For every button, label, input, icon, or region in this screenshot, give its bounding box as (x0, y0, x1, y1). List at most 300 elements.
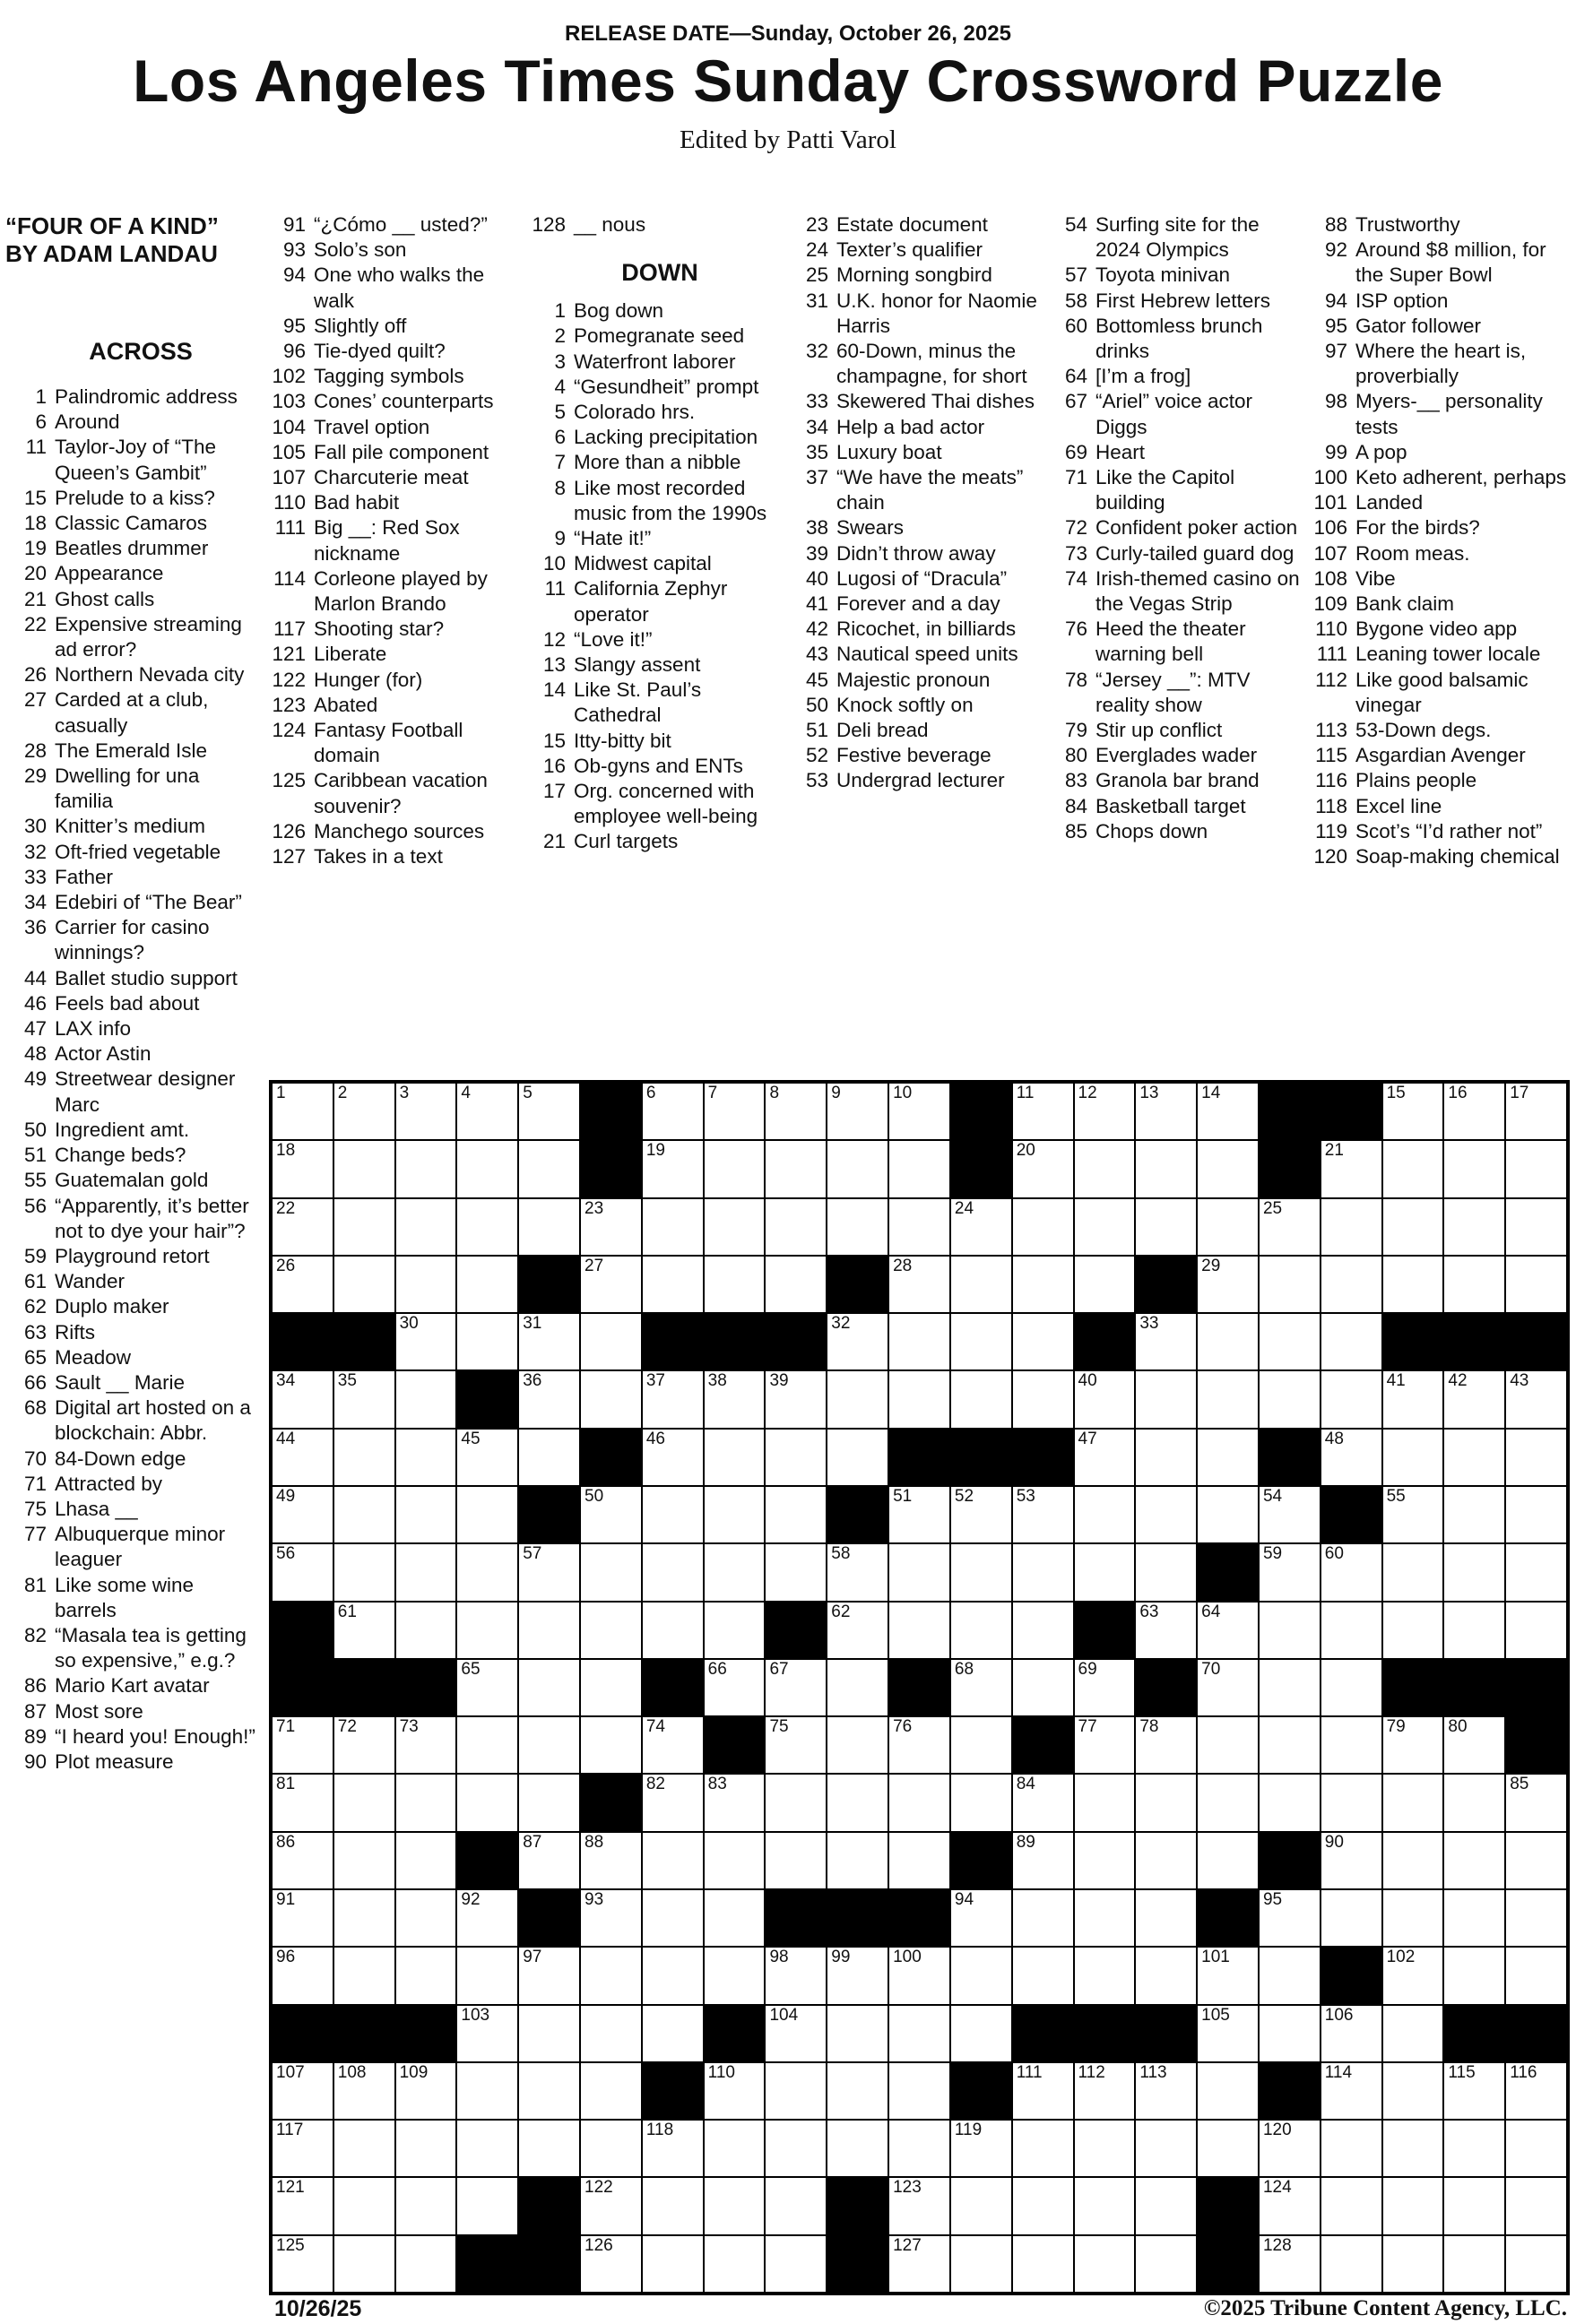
grid-cell (519, 1141, 579, 1197)
clue-item (1046, 389, 1306, 439)
grid-cell (334, 1084, 394, 1139)
grid-cell (1321, 2121, 1381, 2176)
grid-cell (1383, 1717, 1443, 1773)
down-header: DOWN (621, 259, 698, 287)
grid-cell-number: 68 (954, 1659, 974, 1679)
clue-text: Most sore (55, 1699, 143, 1723)
grid-cell-number: 30 (399, 1314, 419, 1334)
grid-cell (1198, 1775, 1258, 1830)
clue-item (1306, 768, 1572, 793)
grid-cell (334, 2178, 394, 2233)
clue-item (264, 642, 523, 667)
clue-item (5, 612, 260, 662)
clue-number: 100 (1313, 466, 1347, 489)
grid-cell-number: 18 (276, 1141, 296, 1161)
grid-cell-number: 49 (276, 1486, 296, 1506)
grid-cell-number: 10 (893, 1084, 913, 1102)
grid-cell (1506, 1948, 1566, 2003)
clue-item (787, 617, 1047, 642)
grid-cell (1075, 1257, 1135, 1312)
clue-item (787, 212, 1047, 238)
grid-cell-black (1013, 1430, 1073, 1485)
clue-item (5, 814, 260, 839)
grid-cell (1075, 1717, 1135, 1773)
grid-cell (1506, 1833, 1566, 1888)
clue-number: 52 (805, 744, 828, 767)
grid-cell-black (766, 1314, 826, 1369)
clue-item (1306, 541, 1572, 566)
grid-cell-number: 70 (1201, 1659, 1221, 1679)
grid-cell-black (273, 1660, 333, 1715)
grid-cell-number: 28 (893, 1256, 913, 1275)
grid-cell (396, 1948, 456, 2003)
grid-cell-number: 115 (1448, 2062, 1476, 2082)
grid-cell (1198, 2121, 1258, 2176)
grid-cell (581, 1199, 641, 1255)
grid-cell (705, 2063, 765, 2119)
clue-item (5, 1244, 260, 1269)
grid-cell-number: 100 (893, 1948, 922, 1967)
clue-item (787, 339, 1047, 389)
clue-text: Heart (1095, 440, 1146, 463)
clue-text: Ob-gyns and ENTs (574, 754, 743, 777)
clue-text: California Zephyr operator (574, 577, 728, 626)
grid-cell-number: 42 (1448, 1371, 1468, 1391)
clue-item (264, 693, 523, 718)
clue-item (1046, 617, 1306, 667)
grid-cell (1444, 2178, 1504, 2233)
grid-cell (1136, 1141, 1196, 1197)
grid-cell (1198, 1257, 1258, 1312)
grid-cell (1321, 1199, 1381, 1255)
grid-cell (1260, 1544, 1320, 1600)
grid-cell (396, 2121, 456, 2176)
clue-item (787, 668, 1047, 693)
clue-text: Chops down (1095, 819, 1208, 842)
clue-number: 20 (23, 562, 47, 585)
grid-cell (1136, 1603, 1196, 1658)
clue-text: “Hate it!” (574, 527, 652, 550)
grid-cell (334, 1890, 394, 1946)
clue-item (1306, 212, 1572, 238)
grid-cell-black (827, 1257, 888, 1312)
clue-number: 38 (805, 516, 828, 540)
clue-item (5, 1345, 260, 1370)
grid-cell (643, 1141, 703, 1197)
clue-text: __ nous (574, 213, 646, 236)
clue-number: 34 (805, 415, 828, 438)
grid-cell (273, 1717, 333, 1773)
clue-text: Travel option (314, 415, 430, 438)
clue-text: 60-Down, minus the champagne, for short (836, 340, 1027, 388)
grid-cell-black (334, 2006, 394, 2061)
clue-item (5, 561, 260, 586)
grid-cell-black (951, 1430, 1011, 1485)
clue-text: Actor Astin (55, 1042, 152, 1066)
grid-cell-black (1383, 1660, 1443, 1715)
grid-cell-number: 58 (831, 1544, 851, 1564)
clue-text: More than a nibble (574, 451, 741, 474)
grid-cell (334, 2063, 394, 2119)
grid-cell-number: 40 (1078, 1371, 1097, 1391)
grid-cell (1506, 1544, 1566, 1600)
grid-cell (827, 1833, 888, 1888)
grid-cell (1506, 1890, 1566, 1946)
clue-number: 65 (23, 1345, 47, 1369)
puzzle-byline (5, 212, 260, 268)
clue-number: 3 (554, 350, 566, 373)
grid-cell (1198, 1430, 1258, 1485)
grid-cell (1444, 1717, 1504, 1773)
clue-column-3 (524, 212, 784, 855)
grid-cell (273, 1084, 333, 1139)
grid-cell (1198, 1199, 1258, 1255)
clue-number: 102 (272, 365, 306, 388)
clue-number: 2 (554, 324, 566, 348)
clue-text: Meadow (55, 1345, 132, 1369)
grid-cell (457, 1603, 517, 1658)
grid-cell (396, 2063, 456, 2119)
grid-cell-black (827, 2236, 888, 2292)
grid-cell-number: 102 (1386, 1948, 1416, 1967)
grid-cell (1444, 1371, 1504, 1427)
grid-cell (1136, 2236, 1196, 2292)
grid-cell (581, 1660, 641, 1715)
grid-cell (1383, 1257, 1443, 1312)
grid-cell (827, 2063, 888, 2119)
grid-cell (951, 1371, 1011, 1427)
grid-cell-number: 126 (585, 2235, 613, 2255)
clue-number: 60 (1064, 314, 1087, 337)
clue-item (524, 678, 784, 728)
clue-item (524, 350, 784, 375)
grid-cell (1013, 1371, 1073, 1427)
grid-cell (1383, 2006, 1443, 2061)
clue-item (5, 966, 260, 991)
grid-cell-black (519, 1487, 579, 1542)
grid-cell-number: 92 (461, 1889, 481, 1909)
grid-cell (1075, 2121, 1135, 2176)
clue-item (5, 1320, 260, 1345)
clue-text: Plains people (1355, 769, 1477, 792)
clue-number: 44 (23, 966, 47, 989)
clue-number: 47 (23, 1017, 47, 1041)
grid-cell (396, 1603, 456, 1658)
grid-cell (1260, 1717, 1320, 1773)
clue-number: 111 (1316, 643, 1347, 666)
grid-cell-black (581, 1430, 641, 1485)
clue-item (264, 339, 523, 364)
grid-cell-number: 78 (1139, 1717, 1159, 1737)
clue-number: 16 (542, 754, 566, 777)
grid-cell-black (889, 1660, 949, 1715)
clue-number: 93 (282, 238, 306, 262)
clue-text: Sault __ Marie (55, 1370, 186, 1394)
clue-text: Bottomless brunch drinks (1095, 314, 1263, 363)
grid-cell-black (643, 1660, 703, 1715)
grid-cell (705, 1199, 765, 1255)
clue-item (524, 729, 784, 754)
clue-number: 73 (1064, 541, 1087, 565)
grid-cell-number: 86 (276, 1832, 296, 1852)
grid-cell (1260, 1487, 1320, 1542)
clue-text: Oft-fried vegetable (55, 840, 221, 863)
clue-column-5 (1046, 212, 1306, 844)
clue-text: First Hebrew letters (1095, 289, 1271, 312)
grid-cell (1321, 1717, 1381, 1773)
grid-cell (889, 1544, 949, 1600)
clue-number: 71 (1064, 466, 1087, 489)
grid-cell (1198, 1314, 1258, 1369)
grid-cell-black (643, 2063, 703, 2119)
clue-item (524, 450, 784, 475)
grid-cell (1075, 1948, 1135, 2003)
grid-cell-number: 25 (1262, 1198, 1283, 1218)
clue-number: 11 (25, 436, 47, 459)
grid-cell-black (1260, 1084, 1320, 1139)
clue-number: 28 (23, 739, 47, 762)
clue-text: Manchego sources (314, 819, 485, 842)
grid-cell (334, 1257, 394, 1312)
clue-text: Nautical speed units (836, 643, 1018, 666)
clue-item (264, 617, 523, 642)
grid-cell (1013, 2121, 1073, 2176)
clue-number: 103 (272, 390, 306, 413)
grid-cell (457, 1775, 517, 1830)
grid-cell (273, 1257, 333, 1312)
grid-cell (396, 1833, 456, 1888)
clue-text: Charcuterie meat (314, 466, 469, 489)
clue-number: 117 (273, 618, 306, 641)
grid-cell (1013, 1199, 1073, 1255)
clue-item (5, 1472, 260, 1497)
clue-item (264, 364, 523, 389)
grid-cell-number: 59 (1262, 1544, 1283, 1564)
clue-item (5, 1497, 260, 1522)
clue-item (5, 1573, 260, 1623)
grid-cell-black (1260, 2063, 1320, 2119)
grid-cell-black (1321, 1948, 1381, 2003)
grid-cell-number: 52 (954, 1486, 974, 1506)
grid-cell-number: 113 (1139, 2062, 1167, 2082)
grid-cell (273, 2121, 333, 2176)
grid-cell (1136, 1890, 1196, 1946)
grid-cell (643, 1430, 703, 1485)
grid-cell (273, 2063, 333, 2119)
clue-number: 77 (23, 1523, 47, 1546)
grid-cell-black (1260, 1833, 1320, 1888)
grid-cell (766, 1833, 826, 1888)
grid-cell (519, 1603, 579, 1658)
grid-cell-number: 123 (893, 2178, 922, 2198)
grid-cell-black (396, 2006, 456, 2061)
clue-text: Around $8 million, for the Super Bowl (1355, 238, 1546, 287)
clue-item (787, 415, 1047, 440)
clue-text: Keto adherent, perhaps (1355, 466, 1567, 489)
clue-text: Ricochet, in billiards (836, 618, 1017, 641)
grid-cell (1260, 1948, 1320, 2003)
grid-cell (643, 1544, 703, 1600)
grid-cell (643, 1257, 703, 1312)
clue-text: Prelude to a kiss? (55, 486, 215, 509)
grid-cell-number: 20 (1016, 1141, 1035, 1161)
grid-cell (396, 1371, 456, 1427)
clue-item (524, 779, 784, 829)
grid-cell (581, 1890, 641, 1946)
grid-cell-number: 101 (1201, 1948, 1230, 1967)
grid-cell-black (889, 1430, 949, 1485)
clue-item (524, 425, 784, 450)
clue-number: 13 (542, 653, 566, 677)
clue-text: Attracted by (55, 1472, 163, 1495)
grid-cell-black (581, 1084, 641, 1139)
grid-cell (889, 2063, 949, 2119)
grid-cell (1075, 1430, 1135, 1485)
clue-item (5, 840, 260, 865)
clue-item (1046, 794, 1306, 819)
grid-cell (457, 1257, 517, 1312)
clue-item (787, 440, 1047, 465)
clue-number: 15 (23, 486, 47, 509)
grid-cell (1506, 1603, 1566, 1658)
grid-cell (705, 1948, 765, 2003)
grid-cell (334, 1371, 394, 1427)
clue-number: 99 (1324, 440, 1347, 463)
grid-cell (766, 1948, 826, 2003)
grid-cell (1013, 1603, 1073, 1658)
clue-number: 127 (272, 845, 306, 868)
grid-cell (273, 1141, 333, 1197)
grid-cell-black (519, 2236, 579, 2292)
grid-cell-number: 35 (337, 1371, 357, 1391)
grid-cell-number: 50 (585, 1486, 604, 1506)
clue-number: 104 (272, 415, 306, 438)
grid-cell (643, 1833, 703, 1888)
grid-cell-number: 76 (893, 1717, 913, 1737)
clue-item (787, 592, 1047, 617)
clue-number: 111 (274, 516, 306, 540)
clue-item (524, 400, 784, 425)
grid-cell (1075, 1660, 1135, 1715)
clue-item (1306, 440, 1572, 465)
grid-cell-number: 1 (276, 1084, 286, 1102)
grid-cell (766, 2063, 826, 2119)
grid-cell (581, 1371, 641, 1427)
clue-item (1046, 768, 1306, 793)
clue-number: 26 (23, 663, 47, 687)
grid-cell (951, 2121, 1011, 2176)
clue-item (1306, 515, 1572, 540)
clue-text: Streetwear designer Marc (55, 1067, 236, 1116)
grid-cell (396, 1084, 456, 1139)
grid-cell (1383, 1371, 1443, 1427)
grid-cell (1198, 2006, 1258, 2061)
clue-text: Like most recorded music from the 1990s (574, 476, 767, 524)
grid-cell-number: 31 (523, 1314, 542, 1334)
clue-number: 23 (805, 213, 828, 236)
grid-cell (519, 1775, 579, 1830)
grid-cell (273, 1371, 333, 1427)
clue-item (5, 662, 260, 687)
grid-cell-number: 114 (1324, 2062, 1353, 2082)
clue-number: 40 (805, 566, 828, 590)
clue-text: Guatemalan gold (55, 1169, 209, 1192)
grid-cell (334, 1487, 394, 1542)
grid-cell (1013, 2178, 1073, 2233)
clue-text: Org. concerned with employee well-being (574, 780, 758, 828)
clue-number: 22 (23, 612, 47, 635)
grid-cell (1013, 1084, 1073, 1139)
grid-cell (827, 1430, 888, 1485)
grid-cell (1321, 1371, 1381, 1427)
grid-cell-black (1136, 2006, 1196, 2061)
grid-cell (705, 1257, 765, 1312)
grid-cell (1075, 1544, 1135, 1600)
grid-cell-number: 5 (523, 1084, 533, 1102)
clue-item (264, 515, 523, 566)
grid-cell-black (1198, 1890, 1258, 1946)
clue-item (264, 238, 523, 263)
clue-item (5, 915, 260, 965)
clue-number: 18 (23, 512, 47, 535)
grid-cell (705, 1890, 765, 1946)
grid-cell-black (705, 1314, 765, 1369)
clue-item (264, 718, 523, 768)
grid-cell (1321, 1833, 1381, 1888)
grid-cell (951, 2178, 1011, 2233)
clue-number: 41 (805, 592, 828, 616)
grid-cell (951, 1660, 1011, 1715)
grid-cell-number: 111 (1016, 2062, 1043, 2082)
clue-item (1046, 440, 1306, 465)
grid-cell (1506, 1084, 1566, 1139)
clue-number: 123 (272, 693, 306, 716)
clue-number: 64 (1064, 365, 1087, 388)
clue-number: 67 (1064, 390, 1087, 413)
grid-cell (1013, 1660, 1073, 1715)
grid-cell-number: 65 (461, 1659, 481, 1679)
grid-cell-number: 107 (276, 2062, 305, 2082)
grid-cell (457, 2006, 517, 2061)
clue-item (524, 754, 784, 779)
clue-item (264, 263, 523, 313)
clue-number: 35 (805, 440, 828, 463)
clue-item (1046, 718, 1306, 743)
grid-cell (334, 1430, 394, 1485)
clue-number: 10 (542, 552, 566, 575)
clue-text: 84-Down edge (55, 1447, 186, 1470)
clue-item (5, 1041, 260, 1067)
grid-cell (1321, 1660, 1381, 1715)
clue-number: 114 (273, 566, 306, 590)
clue-text: Bog down (574, 299, 664, 323)
grid-cell (334, 1948, 394, 2003)
clue-number: 46 (23, 991, 47, 1015)
grid-cell (1136, 1371, 1196, 1427)
grid-cell-number: 61 (337, 1602, 357, 1621)
clue-text: Swears (836, 516, 905, 540)
grid-cell (889, 1199, 949, 1255)
clue-item (524, 627, 784, 652)
clue-number: 62 (23, 1295, 47, 1318)
grid-cell (396, 2178, 456, 2233)
clue-number: 32 (23, 840, 47, 863)
grid-cell (457, 1430, 517, 1485)
grid-cell-number: 21 (1324, 1141, 1344, 1161)
grid-cell (889, 1257, 949, 1312)
grid-cell (334, 2236, 394, 2292)
grid-cell (705, 1371, 765, 1427)
